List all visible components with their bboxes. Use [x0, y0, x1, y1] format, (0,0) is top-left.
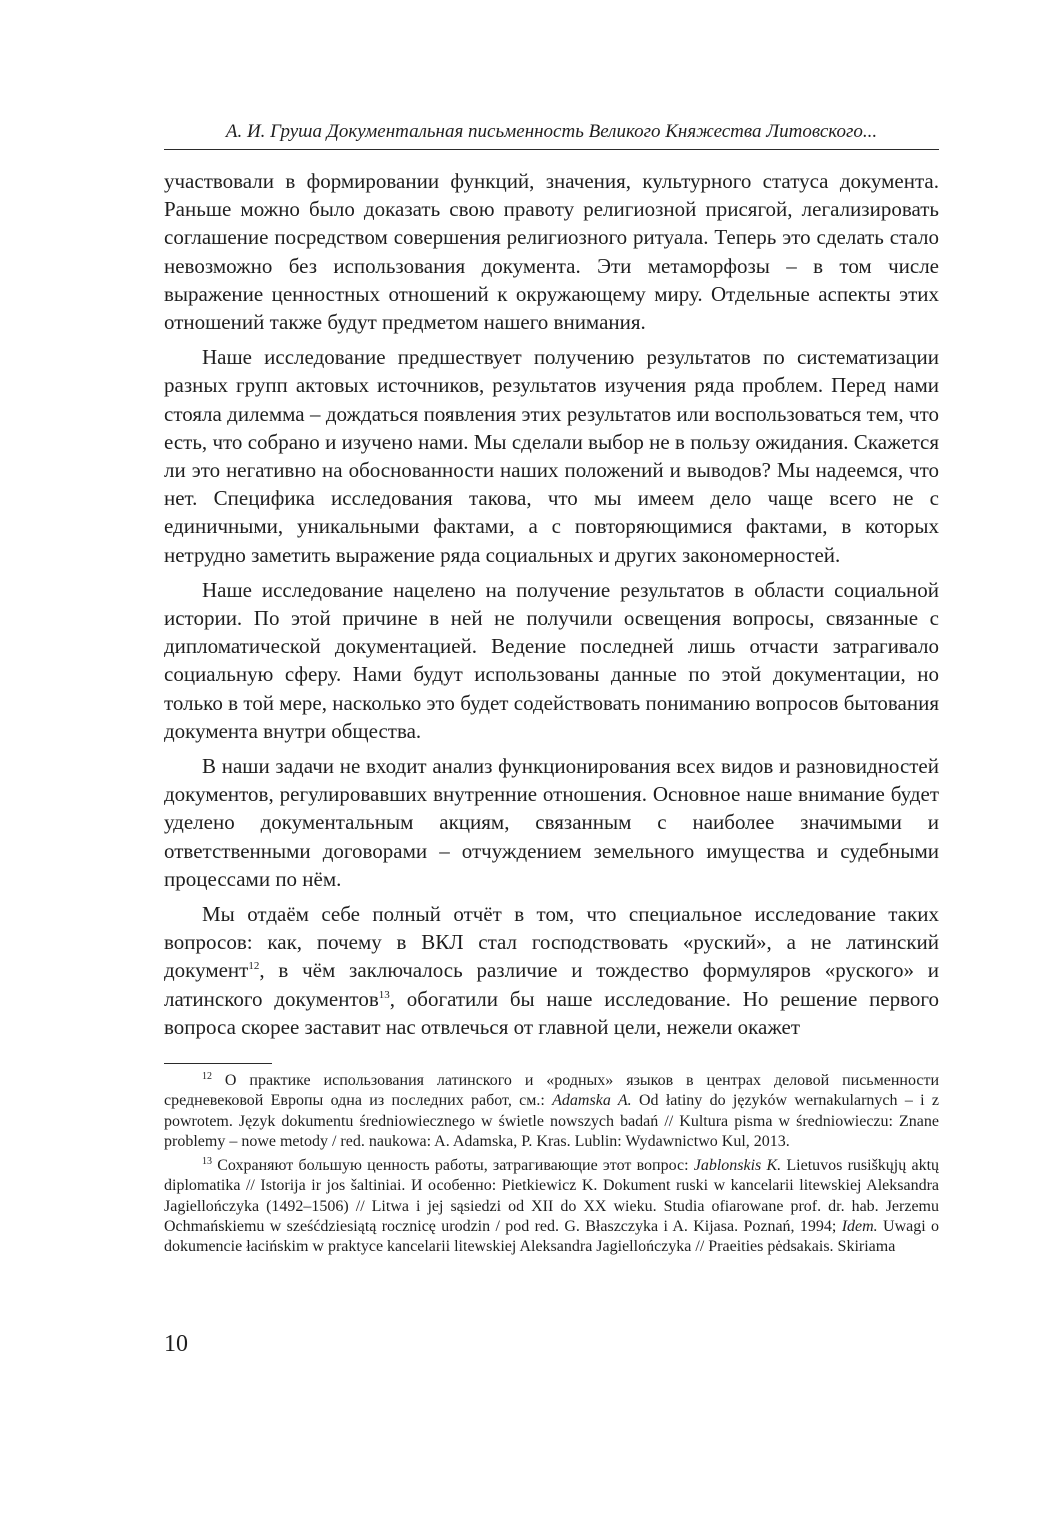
- footnote-author: Jablonskis K.: [693, 1157, 782, 1175]
- paragraph-5-part-b: , в чём заключалось различие и тождество формуляров «руского» и латинского документов: [164, 958, 939, 1011]
- paragraph-4: В наши задачи не входит анализ функционирования всех видов и разновидностей документов, регулировавших внутренние отношения. Основное наше внимание будет уделено документальным акциям, связанным с наиболее значимыми и ответственными договорами – отчуждением земельного имущества и судебными процессами по нём.: [164, 754, 939, 891]
- footnote-text: Od łatiny do języków wernakularnych – i z powrotem. Język dokumentu średniowiecznego w świetle nowszych badań // Kultura pisma w średniowieczu: Znane problemy – nowe metody / red. naukowa: A. Adamska, P. Kras. Lublin: Wydawnictwo Kul, 2013.: [164, 1092, 940, 1150]
- footnote-ref-13[interactable]: 13: [378, 988, 390, 1001]
- footnote-separator: [164, 1063, 272, 1064]
- paragraph-3: Наше исследование нацелено на получение результатов в области социальной истории. По этой причине в ней не получили освещения вопросы, связанные с дипломатической документацией. Ведение последней лишь отчасти затрагивало социальную сферу. Нами будут использованы данные по этой документации, но только в той мере, насколько это будет содействовать пониманию вопросов бытования документа внутри общества.: [164, 577, 939, 743]
- body-text: [164, 167, 939, 1041]
- footnote-text: О практике использования латинского и «родных» языков в центрах деловой письменности средневековой Европы одна из последних работ, см.:: [164, 1072, 940, 1110]
- footnote-ref-12[interactable]: 12: [248, 960, 260, 973]
- footnote-number: 12: [202, 1071, 212, 1082]
- paragraph-5-part-a: Мы отдаём себе полный отчёт в том, что специальное исследование таких вопросов: как, почему в ВКЛ стал господствовать «руский», а не латинский документ: [164, 902, 939, 983]
- footnote-text: Lietuvos rusiškųjų aktų diplomatika // Istorija ir jos šaltiniai. И особенно: Pietkiewicz K. Dokument ruski w kancelarii litewskiej Aleksandra Jagiellończyka (1492–1506) // Litwa i jej sąsiedzi od XII do XX wieku. Studia ofiarowane prof. dr. hab. Jerzemu Ochmańskiemu w sześćdziesiątą rocznicę urodzin / pod red. G. Błaszczyka i A. Kijasa. Poznań, 1994;: [164, 1157, 940, 1236]
- footnote-13: [164, 1156, 939, 1257]
- footnote-number: 13: [202, 1156, 212, 1168]
- footnote-12: [164, 1071, 939, 1152]
- running-header: А. И. Груша Документальная письменность Великого Княжества Литовского...: [164, 120, 939, 150]
- footnote-idem: Idem.: [841, 1218, 878, 1236]
- paragraph-1: участвовали в формировании функций, значения, культурного статуса документа. Раньше можно было доказать свою правоту религиозной присягой, легализировать соглашение посредством совершения религиозного ритуала. Теперь это сделать стало невозможно без использования документа. Эти метаморфозы – в том числе выражение ценностных отношений к окружающему миру. Отдельные аспекты этих отношений также будут предметом нашего внимания.: [164, 169, 939, 335]
- page-number: 10: [164, 1331, 188, 1357]
- footnote-text: Uwagi o dokumencie łacińskim w praktyce kancelarii litewskiej Aleksandra Jagiellończyka // Praeities pėdsakais. Skiriama: [164, 1218, 940, 1256]
- footnotes: [164, 1071, 939, 1258]
- paragraph-5: [164, 900, 939, 1041]
- paragraph-2: Наше исследование предшествует получению результатов по систематизации разных групп актовых источников, результатов изучения ряда проблем. Перед нами стояла дилемма – дождаться появления этих результатов или воспользоваться тем, что есть, что собрано и изучено нами. Мы сделали выбор не в пользу ожидания. Скажется ли это негативно на обоснованности наших положений и выводов? Мы надеемся, что нет. Специфика исследования такова, что мы имеем дело чаще всего не с единичными, уникальными фактами, а с повторяющимися фактами, в которых нетрудно заметить выражение ряда социальных и других закономерностей.: [164, 345, 939, 567]
- footnote-author: Adamska A.: [552, 1092, 632, 1110]
- paragraph-5-part-c: , обогатили бы наше исследование. Но решение первого вопроса скорее заставит нас отвлечься от главной цели, нежели окажет: [164, 986, 940, 1039]
- footnote-text: Сохраняют большую ценность работы, затрагивающие этот вопрос:: [217, 1157, 694, 1175]
